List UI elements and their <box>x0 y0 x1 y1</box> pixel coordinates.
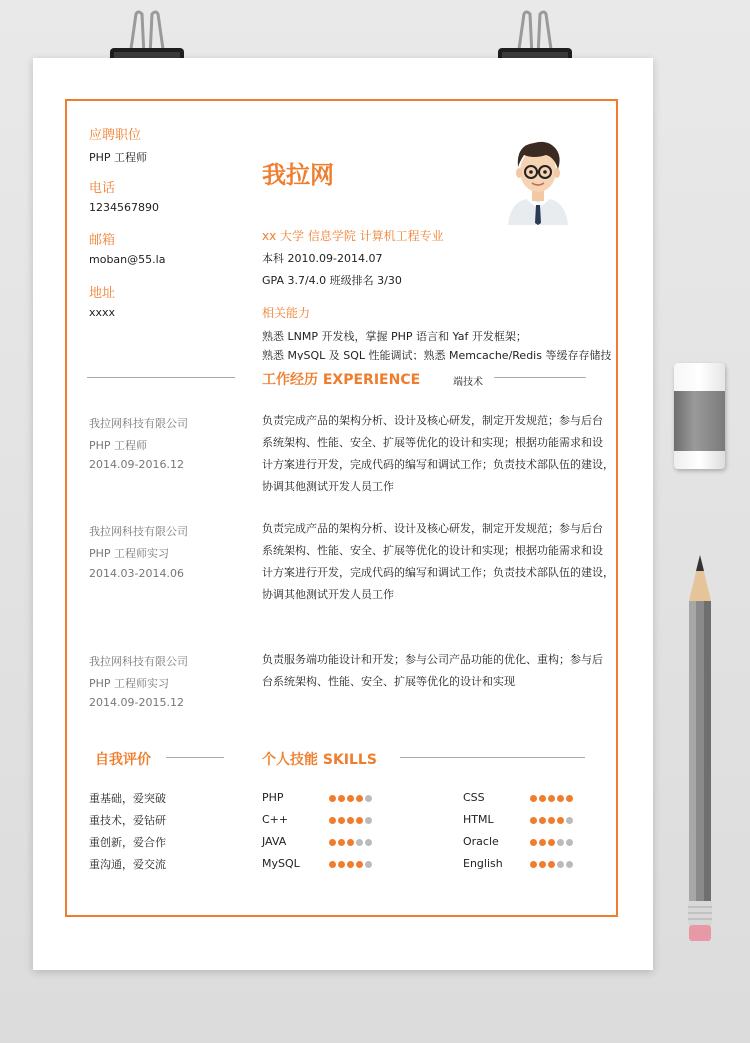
skill-dot-empty <box>365 861 372 868</box>
skill-dot-filled <box>338 839 345 846</box>
skill-dot-filled <box>548 861 555 868</box>
skill-dot-empty <box>365 795 372 802</box>
exp2-line: 负责完成产品的架构分析、设计及核心研发，制定开发规范；参与后台 <box>262 522 603 535</box>
skills-title: 个人技能 SKILLS <box>262 752 377 768</box>
skill-dot-filled <box>557 817 564 824</box>
skill-dot-empty <box>356 839 363 846</box>
skill-row-right <box>463 810 593 828</box>
skill-row-left <box>262 854 392 872</box>
address-value: xxxx <box>89 306 116 319</box>
skill-dot-filled <box>530 795 537 802</box>
exp2-line: 计方案进行开发，完成代码的编写和调试工作；负责技术部队伍的建设， <box>262 566 614 579</box>
address-label: 地址 <box>89 286 116 301</box>
self-eval-title: 自我评价 <box>95 752 151 768</box>
skill-dot-filled <box>329 817 336 824</box>
skill-row-right <box>463 832 593 850</box>
self-eval-item: 重基础，爱突破 <box>89 792 166 805</box>
skill-level-dots <box>329 795 372 802</box>
divider-left <box>87 377 235 378</box>
skill-level-dots <box>329 839 372 846</box>
exp3-period: 2014.09-2015.12 <box>89 696 184 709</box>
skill-row-left <box>262 788 392 806</box>
skill-dot-filled <box>347 795 354 802</box>
phone-value: 1234567890 <box>89 201 159 214</box>
skill-name: C++ <box>262 813 289 826</box>
abilities-title: 相关能力 <box>262 306 311 320</box>
exp1-company: 我拉网科技有限公司 <box>89 417 188 430</box>
skill-name: JAVA <box>262 835 287 848</box>
skill-name: PHP <box>262 791 284 804</box>
skill-dot-empty <box>557 839 564 846</box>
skill-level-dots <box>329 861 372 868</box>
exp1-line: 协调其他测试开发人员工作 <box>262 480 394 493</box>
education-title: xx 大学 信息学院 计算机工程专业 <box>262 229 444 243</box>
divider-right <box>494 377 586 378</box>
skill-level-dots <box>530 839 573 846</box>
skill-dot-filled <box>539 839 546 846</box>
skill-level-dots <box>530 817 573 824</box>
email-label: 邮箱 <box>89 233 116 248</box>
self-eval-list <box>89 788 166 876</box>
exp2-role: PHP 工程师实习 <box>89 547 170 560</box>
self-eval-item: 重沟通，爱交流 <box>89 858 166 871</box>
skill-dot-filled <box>548 839 555 846</box>
skill-name: HTML <box>463 813 494 826</box>
skill-name: English <box>463 857 503 870</box>
self-eval-divider <box>166 757 224 758</box>
exp1-period: 2014.09-2016.12 <box>89 458 184 471</box>
exp3-company: 我拉网科技有限公司 <box>89 655 188 668</box>
ability-line-1: 熟悉 LNMP 开发栈，掌握 PHP 语言和 Yaf 开发框架； <box>262 330 527 343</box>
exp2-line: 协调其他测试开发人员工作 <box>262 588 394 601</box>
skill-row-right <box>463 788 593 806</box>
skill-dot-filled <box>338 795 345 802</box>
skill-dot-filled <box>356 861 363 868</box>
exp1-line: 系统架构、性能、安全、扩展等优化的设计和实现；根据功能需求和设 <box>262 436 603 449</box>
skill-dot-empty <box>566 839 573 846</box>
skill-dot-filled <box>548 817 555 824</box>
exp1-description <box>262 410 614 498</box>
candidate-name: 我拉网 <box>262 161 334 189</box>
skill-dot-filled <box>530 817 537 824</box>
exp2-company: 我拉网科技有限公司 <box>89 525 188 538</box>
exp1-line: 负责完成产品的架构分析、设计及核心研发，制定开发规范；参与后台 <box>262 414 603 427</box>
ability-line-3: 端技术 <box>453 377 483 388</box>
skill-name: CSS <box>463 791 485 804</box>
skill-dot-filled <box>557 795 564 802</box>
skill-dot-filled <box>347 817 354 824</box>
skill-dot-filled <box>338 861 345 868</box>
skill-dot-empty <box>566 861 573 868</box>
skills-divider <box>400 757 585 758</box>
position-value: PHP 工程师 <box>89 151 148 164</box>
exp3-line: 负责服务端功能设计和开发；参与公司产品功能的优化、重构；参与后 <box>262 653 603 666</box>
skill-dot-filled <box>548 795 555 802</box>
skill-level-dots <box>530 861 573 868</box>
skill-dot-filled <box>539 817 546 824</box>
skill-dot-empty <box>566 817 573 824</box>
skill-dot-filled <box>530 839 537 846</box>
self-eval-item: 重技术，爱钻研 <box>89 814 166 827</box>
skill-dot-filled <box>347 861 354 868</box>
skill-row-left <box>262 832 392 850</box>
phone-label: 电话 <box>89 181 116 196</box>
skill-level-dots <box>530 795 573 802</box>
skill-dot-filled <box>329 839 336 846</box>
skill-dot-filled <box>539 861 546 868</box>
exp1-role: PHP 工程师 <box>89 439 148 452</box>
skill-dot-empty <box>365 839 372 846</box>
skill-dot-filled <box>329 861 336 868</box>
skill-dot-filled <box>539 795 546 802</box>
exp3-line: 台系统架构、性能、安全、扩展等优化的设计和实现 <box>262 675 515 688</box>
skill-dot-empty <box>365 817 372 824</box>
skill-name: MySQL <box>262 857 300 870</box>
self-eval-item: 重创新，爱合作 <box>89 836 166 849</box>
skill-dot-filled <box>356 817 363 824</box>
eraser-icon <box>674 363 725 469</box>
skill-row-left <box>262 810 392 828</box>
exp3-role: PHP 工程师实习 <box>89 677 170 690</box>
skill-level-dots <box>329 817 372 824</box>
skill-dot-filled <box>530 861 537 868</box>
degree-period: 本科 2010.09-2014.07 <box>262 252 383 265</box>
skill-dot-filled <box>338 817 345 824</box>
exp2-period: 2014.03-2014.06 <box>89 567 184 580</box>
experience-title: 工作经历 EXPERIENCE <box>262 372 421 388</box>
skill-dot-filled <box>356 795 363 802</box>
skill-dot-empty <box>557 861 564 868</box>
ability-line-2: 熟悉 MySQL 及 SQL 性能调试；熟悉 Memcache/Redis 等缓存存储技 <box>262 349 612 360</box>
skill-dot-filled <box>329 795 336 802</box>
email-value: moban@55.la <box>89 253 166 266</box>
pencil-icon <box>683 555 717 945</box>
exp3-description <box>262 649 603 693</box>
exp2-description <box>262 518 614 606</box>
exp1-line: 计方案进行开发，完成代码的编写和调试工作；负责技术部队伍的建设， <box>262 458 614 471</box>
gpa-rank: GPA 3.7/4.0 班级排名 3/30 <box>262 274 402 287</box>
skill-dot-filled <box>566 795 573 802</box>
skill-row-right <box>463 854 593 872</box>
skill-dot-filled <box>347 839 354 846</box>
exp2-line: 系统架构、性能、安全、扩展等优化的设计和实现；根据功能需求和设 <box>262 544 603 557</box>
skill-name: Oracle <box>463 835 499 848</box>
avatar-icon <box>504 137 572 225</box>
position-label: 应聘职位 <box>89 128 142 143</box>
